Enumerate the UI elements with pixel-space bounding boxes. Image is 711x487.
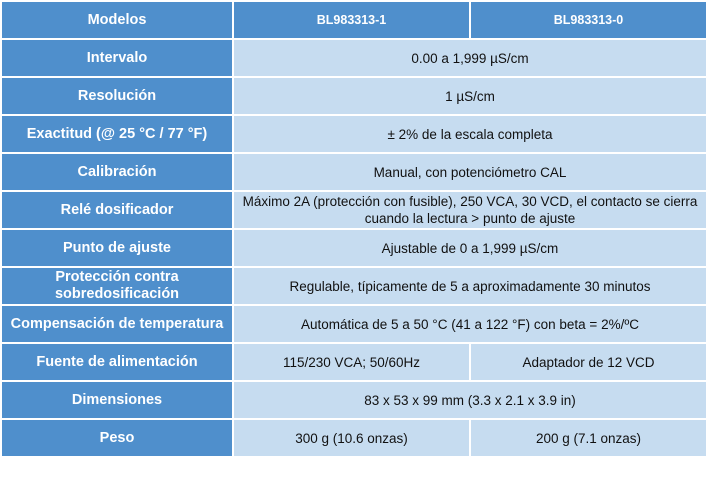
table-row xyxy=(2,344,708,382)
table-row xyxy=(2,116,708,154)
model-a-header: BL983313-1 xyxy=(234,2,471,40)
row-value-model-b: 200 g (7.1 onzas) xyxy=(471,420,708,458)
row-label: Peso xyxy=(2,420,234,458)
row-value: Automática de 5 a 50 °C (41 a 122 °F) con beta = 2%/ºC xyxy=(234,306,708,344)
row-value-model-a: 115/230 VCA; 50/60Hz xyxy=(234,344,471,382)
spec-table xyxy=(2,2,708,458)
row-label: Protección contra sobredosificación xyxy=(2,268,234,306)
table-row xyxy=(2,154,708,192)
table-row xyxy=(2,192,708,230)
table-row xyxy=(2,268,708,306)
table-row xyxy=(2,420,708,458)
row-label: Punto de ajuste xyxy=(2,230,234,268)
row-label: Fuente de alimentación xyxy=(2,344,234,382)
table-row xyxy=(2,306,708,344)
row-value: Ajustable de 0 a 1,999 µS/cm xyxy=(234,230,708,268)
row-value: 1 µS/cm xyxy=(234,78,708,116)
model-b-header: BL983313-0 xyxy=(471,2,708,40)
row-label: Relé dosificador xyxy=(2,192,234,230)
row-label: Intervalo xyxy=(2,40,234,78)
row-label: Calibración xyxy=(2,154,234,192)
table-row xyxy=(2,78,708,116)
row-value: Máximo 2A (protección con fusible), 250 VCA, 30 VCD, el contacto se cierra cuando la lectura > punto de ajuste xyxy=(234,192,708,230)
row-value-model-b: Adaptador de 12 VCD xyxy=(471,344,708,382)
table-row xyxy=(2,40,708,78)
row-value-model-a: 300 g (10.6 onzas) xyxy=(234,420,471,458)
row-label: Compensación de temperatura xyxy=(2,306,234,344)
row-value: 83 x 53 x 99 mm (3.3 x 2.1 x 3.9 in) xyxy=(234,382,708,420)
row-label: Dimensiones xyxy=(2,382,234,420)
table-row xyxy=(2,382,708,420)
row-label: Resolución xyxy=(2,78,234,116)
row-value: Manual, con potenciómetro CAL xyxy=(234,154,708,192)
header-row xyxy=(2,2,708,40)
row-value: ± 2% de la escala completa xyxy=(234,116,708,154)
models-label: Modelos xyxy=(2,2,234,40)
row-label: Exactitud (@ 25 °C / 77 °F) xyxy=(2,116,234,154)
row-value: Regulable, típicamente de 5 a aproximadamente 30 minutos xyxy=(234,268,708,306)
row-value: 0.00 a 1,999 µS/cm xyxy=(234,40,708,78)
table-row xyxy=(2,230,708,268)
